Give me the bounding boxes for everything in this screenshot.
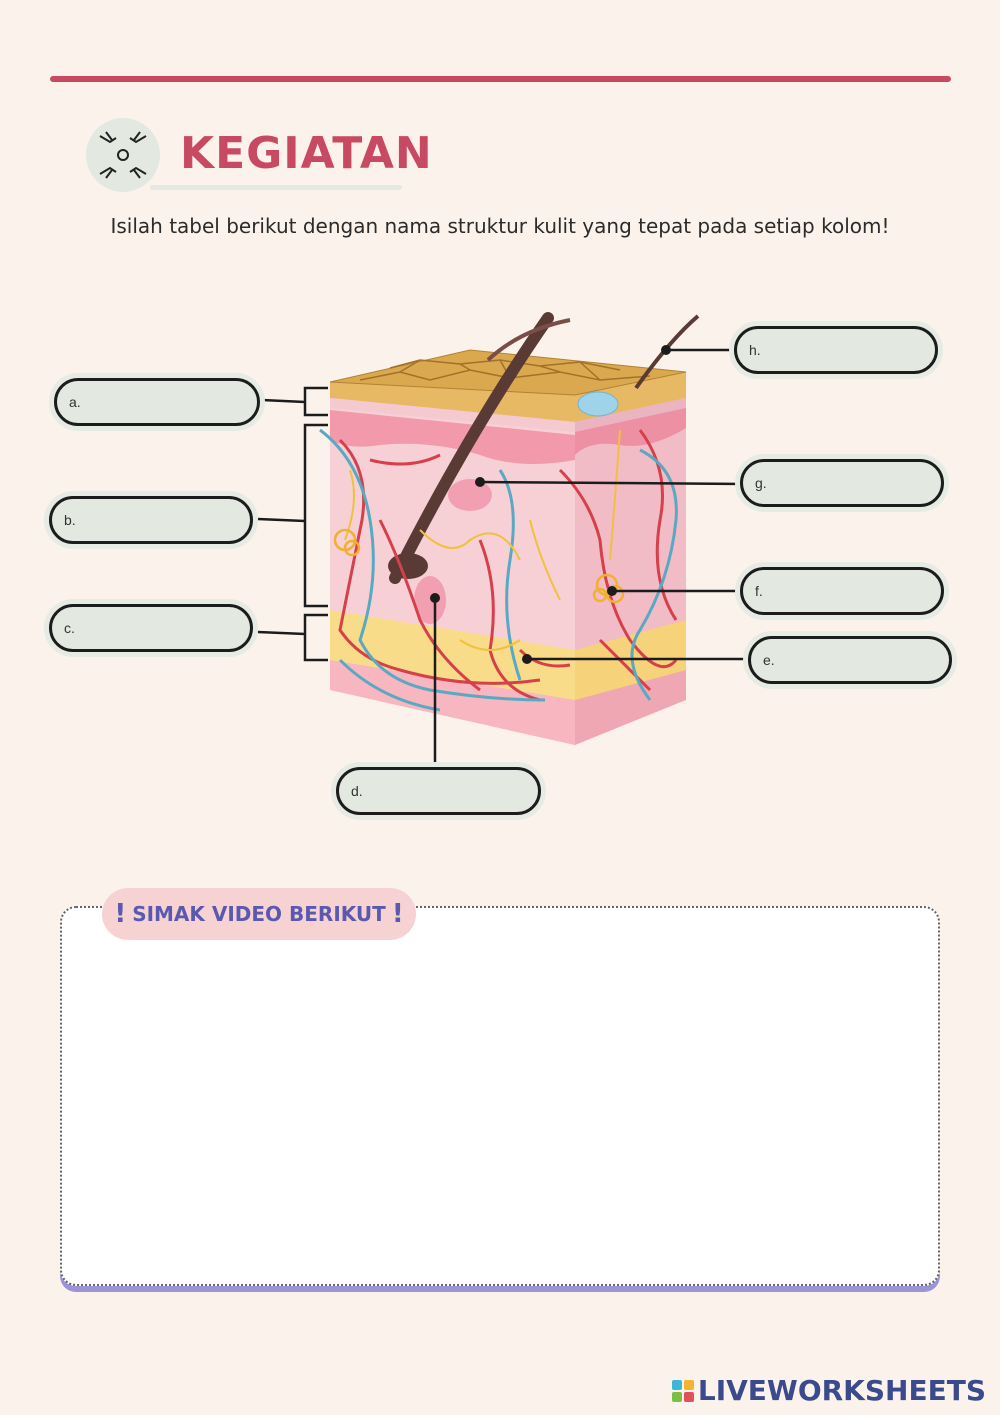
exclamation-icon: ! (114, 899, 127, 929)
answer-box-b[interactable] (49, 496, 253, 544)
video-section-title (102, 888, 416, 940)
answer-label-g: g. (755, 475, 767, 491)
answer-box-h[interactable] (734, 326, 938, 374)
instruction-text: Isilah tabel berikut dengan nama struktur kulit yang tepat pada setiap kolom! (110, 214, 890, 238)
answer-label-e: e. (763, 652, 775, 668)
answer-label-d: d. (351, 783, 363, 799)
answer-label-a: a. (69, 394, 81, 410)
answer-label-h: h. (749, 342, 761, 358)
answer-label-c: c. (64, 620, 75, 636)
exclamation-icon: ! (391, 899, 404, 929)
answer-box-c[interactable] (49, 604, 253, 652)
answer-box-f[interactable] (740, 567, 944, 615)
answer-box-d[interactable] (336, 767, 541, 815)
video-section-label: SIMAK VIDEO BERIKUT (132, 902, 386, 926)
answer-label-f: f. (755, 583, 763, 599)
answer-label-b: b. (64, 512, 76, 528)
page-title: KEGIATAN (180, 128, 433, 179)
answer-box-a[interactable] (54, 378, 260, 426)
answer-box-e[interactable] (748, 636, 952, 684)
video-embed-area[interactable] (60, 906, 940, 1286)
answer-box-g[interactable] (740, 459, 944, 507)
liveworksheets-icon (672, 1380, 694, 1402)
brand-logo[interactable] (672, 1374, 986, 1407)
brand-name: LIVEWORKSHEETS (697, 1374, 986, 1407)
